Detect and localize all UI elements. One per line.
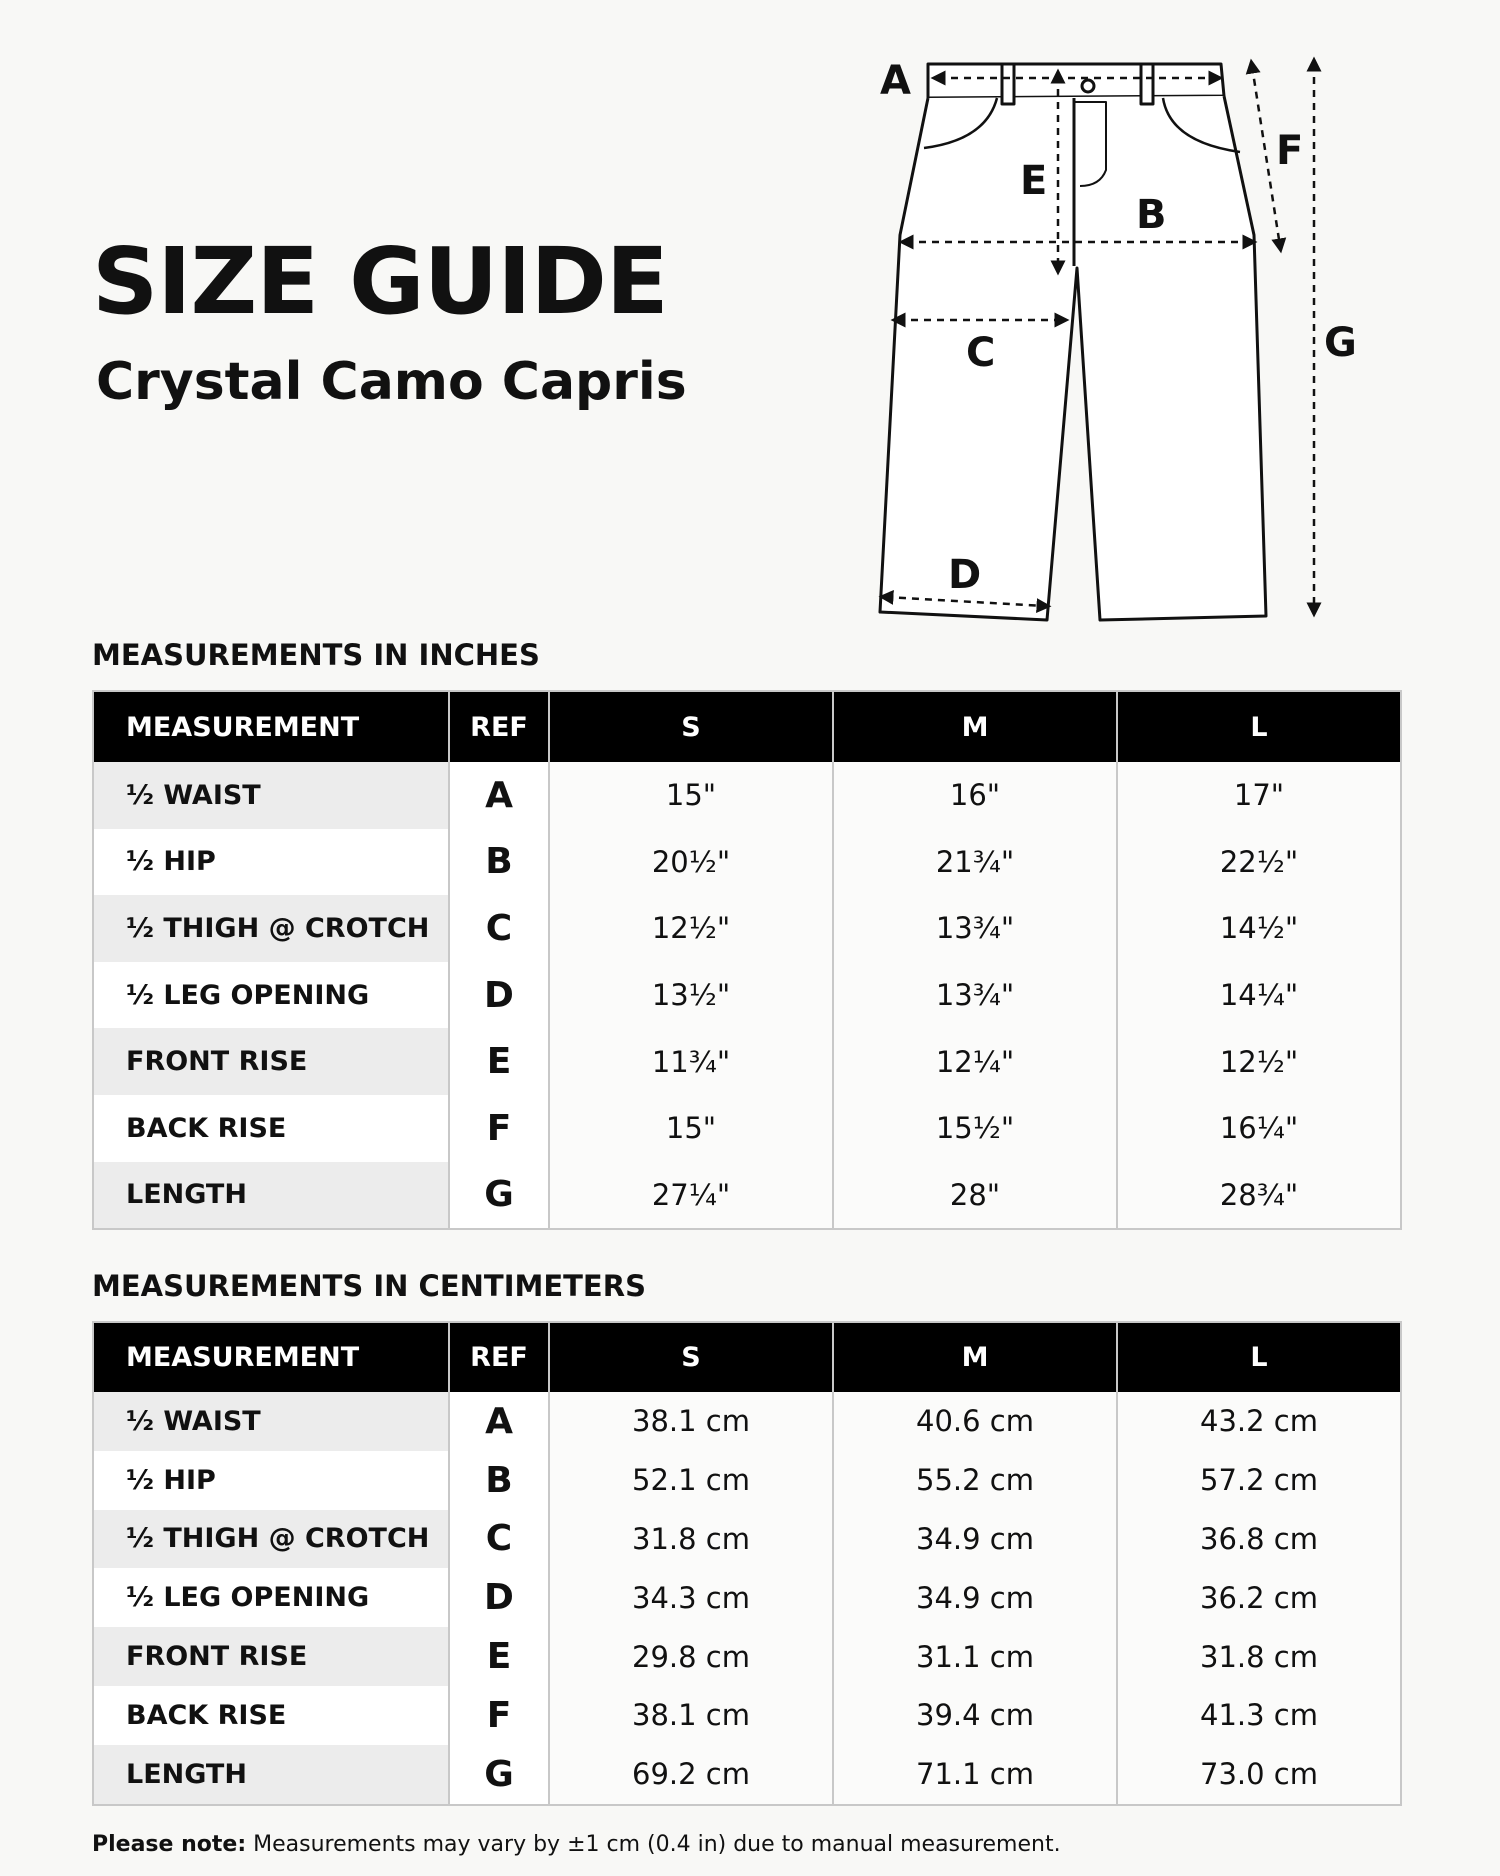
table-row: [93, 1568, 1401, 1627]
table-row: [93, 895, 1401, 962]
table-row: [93, 962, 1401, 1029]
size-s-value: 27¼": [549, 1162, 833, 1230]
measurement-name: BACK RISE: [93, 1686, 449, 1745]
table-row: [93, 1095, 1401, 1162]
ref-letter: E: [449, 1627, 549, 1686]
measurement-name: ½ LEG OPENING: [93, 962, 449, 1029]
table-row: [93, 1392, 1401, 1451]
size-s-value: 52.1 cm: [549, 1451, 833, 1510]
measurement-name: ½ HIP: [93, 1451, 449, 1510]
measurement-name: FRONT RISE: [93, 1627, 449, 1686]
table-row: [93, 762, 1401, 829]
measurement-name: ½ WAIST: [93, 1392, 449, 1451]
size-s-value: 11¾": [549, 1028, 833, 1095]
size-l-value: 12½": [1117, 1028, 1401, 1095]
table-row: [93, 829, 1401, 896]
size-m-value: 16": [833, 762, 1117, 829]
size-s-value: 13½": [549, 962, 833, 1029]
column-header: M: [833, 691, 1117, 762]
column-header: REF: [449, 1322, 549, 1392]
ref-letter: D: [449, 1568, 549, 1627]
note-label: Please note:: [92, 1832, 247, 1857]
measurement-name: LENGTH: [93, 1162, 449, 1230]
size-m-value: 39.4 cm: [833, 1686, 1117, 1745]
size-m-value: 34.9 cm: [833, 1510, 1117, 1569]
table-row: [93, 1627, 1401, 1686]
size-s-value: 34.3 cm: [549, 1568, 833, 1627]
size-m-value: 28": [833, 1162, 1117, 1230]
page-title: SIZE GUIDE: [92, 228, 668, 335]
size-m-value: 71.1 cm: [833, 1745, 1117, 1805]
size-m-value: 21¾": [833, 829, 1117, 896]
ref-letter: B: [449, 1451, 549, 1510]
size-s-value: 31.8 cm: [549, 1510, 833, 1569]
table-row: [93, 1510, 1401, 1569]
measurement-name: LENGTH: [93, 1745, 449, 1805]
ref-letter: A: [449, 1392, 549, 1451]
ref-letter: G: [449, 1745, 549, 1805]
measurement-name: FRONT RISE: [93, 1028, 449, 1095]
table-header-row: [93, 1322, 1401, 1392]
size-s-value: 69.2 cm: [549, 1745, 833, 1805]
size-l-value: 57.2 cm: [1117, 1451, 1401, 1510]
size-l-value: 14¼": [1117, 962, 1401, 1029]
centimeters-heading: MEASUREMENTS IN CENTIMETERS: [92, 1269, 646, 1303]
column-header: L: [1117, 1322, 1401, 1392]
measurement-name: ½ THIGH @ CROTCH: [93, 895, 449, 962]
ref-letter: C: [449, 1510, 549, 1569]
size-s-value: 20½": [549, 829, 833, 896]
size-m-value: 12¼": [833, 1028, 1117, 1095]
column-header: L: [1117, 691, 1401, 762]
size-m-value: 15½": [833, 1095, 1117, 1162]
centimeters-table: [92, 1321, 1402, 1806]
label-d: D: [948, 552, 982, 598]
label-b: B: [1136, 192, 1167, 238]
inches-table: [92, 690, 1402, 1230]
measurement-name: BACK RISE: [93, 1095, 449, 1162]
table-row: [93, 1451, 1401, 1510]
size-l-value: 73.0 cm: [1117, 1745, 1401, 1805]
size-l-value: 22½": [1117, 829, 1401, 896]
table-row: [93, 1162, 1401, 1230]
ref-letter: C: [449, 895, 549, 962]
size-m-value: 13¾": [833, 895, 1117, 962]
column-header: S: [549, 691, 833, 762]
table-row: [93, 1686, 1401, 1745]
table-header-row: [93, 691, 1401, 762]
size-l-value: 28¾": [1117, 1162, 1401, 1230]
ref-letter: F: [449, 1095, 549, 1162]
size-s-value: 15": [549, 1095, 833, 1162]
size-l-value: 43.2 cm: [1117, 1392, 1401, 1451]
table-row: [93, 1745, 1401, 1805]
size-s-value: 38.1 cm: [549, 1392, 833, 1451]
column-header: MEASUREMENT: [93, 1322, 449, 1392]
pants-outline: [880, 64, 1266, 620]
note-text: Measurements may vary by ±1 cm (0.4 in) due to manual measurement.: [246, 1832, 1061, 1857]
size-s-value: 38.1 cm: [549, 1686, 833, 1745]
label-a: A: [880, 58, 911, 104]
size-l-value: 14½": [1117, 895, 1401, 962]
label-g: G: [1324, 320, 1357, 366]
column-header: REF: [449, 691, 549, 762]
size-s-value: 15": [549, 762, 833, 829]
size-m-value: 55.2 cm: [833, 1451, 1117, 1510]
table-row: [93, 1028, 1401, 1095]
capri-measurement-diagram: [860, 40, 1380, 630]
ref-letter: E: [449, 1028, 549, 1095]
size-l-value: 36.8 cm: [1117, 1510, 1401, 1569]
label-c: C: [966, 330, 996, 376]
measurement-name: ½ WAIST: [93, 762, 449, 829]
column-header: M: [833, 1322, 1117, 1392]
product-name: Crystal Camo Capris: [96, 352, 687, 412]
label-f: F: [1276, 128, 1304, 174]
measurement-note: [92, 1834, 1061, 1856]
ref-letter: B: [449, 829, 549, 896]
ref-letter: D: [449, 962, 549, 1029]
measurement-name: ½ LEG OPENING: [93, 1568, 449, 1627]
measurement-name: ½ THIGH @ CROTCH: [93, 1510, 449, 1569]
label-e: E: [1020, 158, 1048, 204]
size-l-value: 17": [1117, 762, 1401, 829]
size-l-value: 16¼": [1117, 1095, 1401, 1162]
size-m-value: 13¾": [833, 962, 1117, 1029]
inches-heading: MEASUREMENTS IN INCHES: [92, 638, 540, 672]
size-s-value: 29.8 cm: [549, 1627, 833, 1686]
ref-letter: G: [449, 1162, 549, 1230]
ref-letter: A: [449, 762, 549, 829]
size-m-value: 34.9 cm: [833, 1568, 1117, 1627]
ref-letter: F: [449, 1686, 549, 1745]
size-m-value: 40.6 cm: [833, 1392, 1117, 1451]
size-s-value: 12½": [549, 895, 833, 962]
size-m-value: 31.1 cm: [833, 1627, 1117, 1686]
column-header: S: [549, 1322, 833, 1392]
measurement-name: ½ HIP: [93, 829, 449, 896]
column-header: MEASUREMENT: [93, 691, 449, 762]
size-l-value: 31.8 cm: [1117, 1627, 1401, 1686]
size-l-value: 41.3 cm: [1117, 1686, 1401, 1745]
size-l-value: 36.2 cm: [1117, 1568, 1401, 1627]
